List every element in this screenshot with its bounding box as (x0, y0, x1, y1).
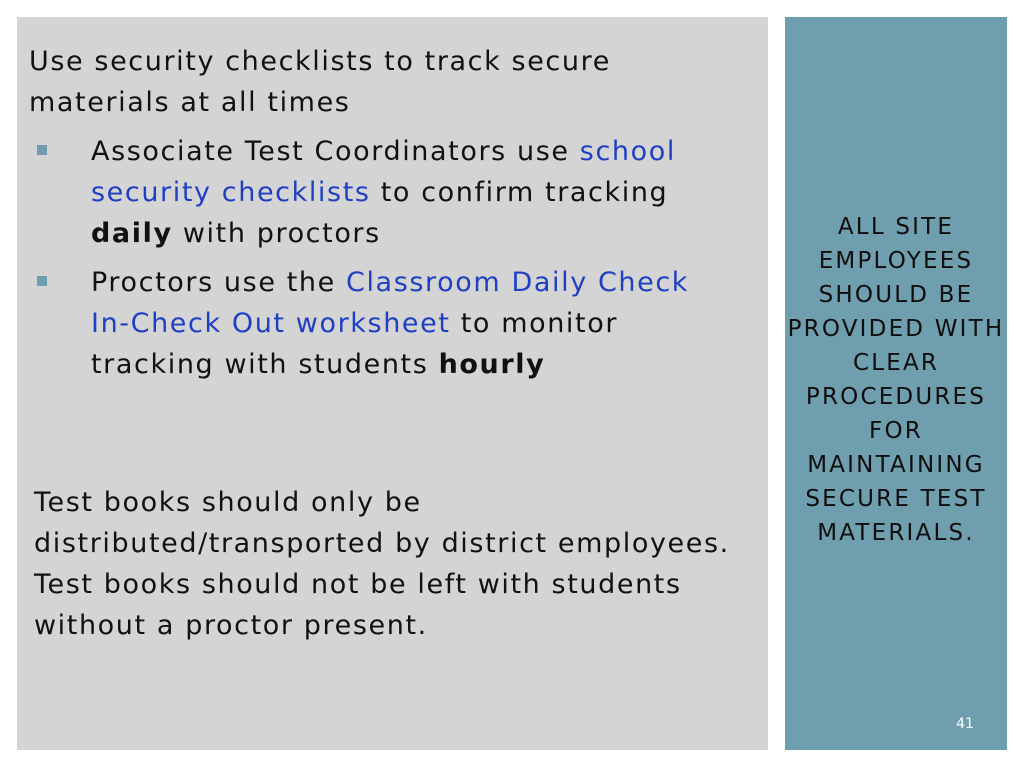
emphasis-hourly: hourly (438, 349, 546, 380)
square-bullet-icon (37, 145, 47, 155)
classroom-daily-check-worksheet-link[interactable]: Classroom Daily Check In-Check Out worksheet (91, 267, 690, 339)
bullet-text (91, 131, 691, 254)
page-number: 41 (956, 716, 974, 732)
bullet-text (91, 262, 691, 385)
content-panel (17, 17, 768, 750)
callout-panel (785, 17, 1007, 750)
outro-text: Test books should only be distributed/transported by district employees. Test books should not be left with students without a proctor present. (34, 487, 730, 641)
bullet-text-segment: Associate Test Coordinators use (91, 136, 580, 167)
callout-text: ALL SITE EMPLOYEES SHOULD BE PROVIDED WITH CLEAR PROCEDURES FOR MAINTAINING SECURE TEST MATERIALS. (787, 214, 1005, 546)
bullet-text-segment: with proctors (172, 218, 381, 249)
bullet-text-segment: to confirm tracking (370, 177, 669, 208)
emphasis-daily: daily (91, 218, 173, 249)
intro-text: Use security checklists to track secure materials at all times (29, 46, 611, 118)
square-bullet-icon (37, 276, 47, 286)
bullet-text-segment: to monitor tracking with students (91, 308, 619, 380)
school-security-checklists-link[interactable]: school security checklists (91, 136, 676, 208)
bullet-text-segment: Proctors use the (91, 267, 346, 298)
